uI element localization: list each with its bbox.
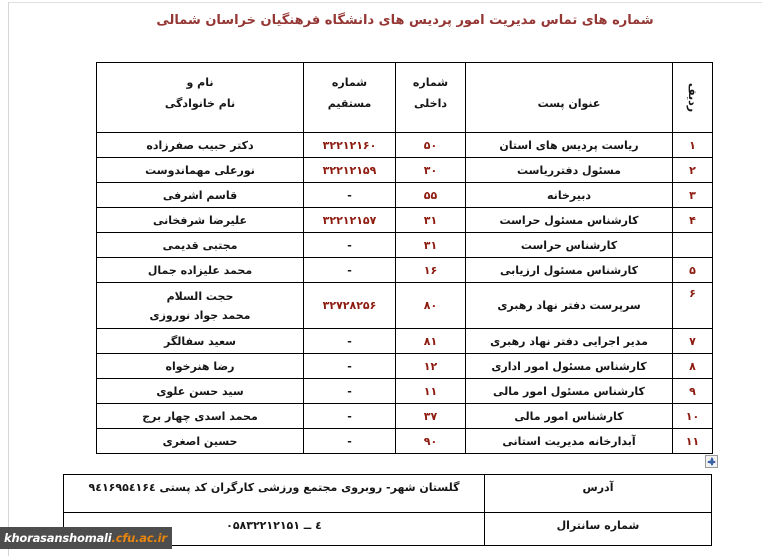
- internal-number-cell: ۳۷: [396, 404, 466, 429]
- address-label-cell: آدرس: [485, 475, 712, 513]
- name-cell: مجتبی قدیمی: [97, 233, 304, 258]
- post-title-cell: کارشناس مسئول امور اداری: [466, 354, 673, 379]
- name-cell: علیرضا شرفخانی: [97, 208, 304, 233]
- internal-number-cell: ۳۱: [396, 233, 466, 258]
- table-row: [97, 183, 713, 208]
- row-number-cell: ۸: [673, 354, 713, 379]
- direct-number-cell: -: [304, 404, 396, 429]
- row-number-cell: [673, 233, 713, 258]
- table-row: [97, 354, 713, 379]
- table-row: [97, 258, 713, 283]
- table-row: [97, 404, 713, 429]
- contacts-table: [96, 62, 713, 454]
- name-cell: نورعلی مهماندوست: [97, 158, 304, 183]
- direct-number-cell: -: [304, 429, 396, 454]
- internal-number-cell: ۱۱: [396, 379, 466, 404]
- name-cell: حجت السلام محمد جواد نوروزی: [97, 283, 304, 329]
- name-cell: قاسم اشرفی: [97, 183, 304, 208]
- internal-number-cell: ۹۰: [396, 429, 466, 454]
- direct-number-cell: -: [304, 233, 396, 258]
- header-post: عنوان پست: [466, 63, 673, 133]
- name-cell: سعید سفالگر: [97, 329, 304, 354]
- post-title-cell: کارشناس حراست: [466, 233, 673, 258]
- direct-number-cell: ۳۲۲۱۲۱۵۷: [304, 208, 396, 233]
- post-title-cell: کارشناس مسئول حراست: [466, 208, 673, 233]
- row-number-cell: ۹: [673, 379, 713, 404]
- header-radif: [673, 63, 713, 133]
- internal-number-cell: ۳۰: [396, 158, 466, 183]
- direct-number-cell: ۳۲۲۱۲۱۶۰: [304, 133, 396, 158]
- internal-number-cell: ۵۰: [396, 133, 466, 158]
- name-cell: محمد علیزاده جمال: [97, 258, 304, 283]
- name-cell: سید حسن علوی: [97, 379, 304, 404]
- site-watermark: [0, 527, 172, 549]
- table-row: [97, 158, 713, 183]
- address-value-cell: گلستان شهر- روبروی مجتمع ورزشی کارگران کد پستی ۹٤۱۶۹۵٤۱۶٤: [64, 475, 485, 513]
- internal-number-cell: ۵۵: [396, 183, 466, 208]
- name-cell: حسین اصغری: [97, 429, 304, 454]
- post-title-cell: کارشناس مسئول امور مالی: [466, 379, 673, 404]
- direct-number-cell: -: [304, 258, 396, 283]
- table-row: [97, 208, 713, 233]
- table-move-handle-icon[interactable]: [705, 455, 718, 468]
- row-number-cell: ۲: [673, 158, 713, 183]
- name-cell: محمد اسدی چهار برج: [97, 404, 304, 429]
- row-number-cell: ۱۱: [673, 429, 713, 454]
- table-row: [97, 233, 713, 258]
- header-name: نام و نام خانوادگی: [97, 63, 304, 133]
- post-title-cell: ریاست پردیس های استان: [466, 133, 673, 158]
- address-row: [64, 475, 712, 513]
- name-cell: دکتر حبیب صفرزاده: [97, 133, 304, 158]
- table-row: [97, 429, 713, 454]
- header-row: [97, 63, 713, 133]
- direct-number-cell: ۳۲۲۱۲۱۵۹: [304, 158, 396, 183]
- row-number-cell: ۷: [673, 329, 713, 354]
- row-number-cell: ۴: [673, 208, 713, 233]
- post-title-cell: دبیرخانه: [466, 183, 673, 208]
- header-internal: شماره داخلی: [396, 63, 466, 133]
- table-row: [97, 283, 713, 329]
- watermark-site-text: khorasanshomali: [4, 531, 112, 545]
- post-title-cell: مدیر اجرایی دفتر نهاد رهبری: [466, 329, 673, 354]
- central-value-cell: ٤ ــ ۰۵۸۳۲۲۱۲۱۵۱: [64, 513, 485, 546]
- header-direct: شماره مستقیم: [304, 63, 396, 133]
- row-number-cell: ۶: [673, 283, 713, 329]
- post-title-cell: کارشناس امور مالی: [466, 404, 673, 429]
- internal-number-cell: ۳۱: [396, 208, 466, 233]
- header-radif-label: ردیف: [686, 82, 699, 113]
- name-cell: رضا هنرخواه: [97, 354, 304, 379]
- watermark-domain-text: .cfu.ac.ir: [111, 531, 167, 545]
- post-title-cell: کارشناس مسئول ارزیابی: [466, 258, 673, 283]
- row-number-cell: ۱: [673, 133, 713, 158]
- internal-number-cell: ۸۰: [396, 283, 466, 329]
- table-row: [97, 379, 713, 404]
- row-number-cell: ۳: [673, 183, 713, 208]
- post-title-cell: آبدارخانه مدیریت استانی: [466, 429, 673, 454]
- table-row: [97, 133, 713, 158]
- direct-number-cell: -: [304, 379, 396, 404]
- row-number-cell: ۱۰: [673, 404, 713, 429]
- document-title: شماره های تماس مدیریت امور پردیس های دانشگاه فرهنگیان خراسان شمالی: [156, 13, 654, 28]
- post-title-cell: مسئول دفترریاست: [466, 158, 673, 183]
- internal-number-cell: ۸۱: [396, 329, 466, 354]
- direct-number-cell: ۳۲۷۲۸۲۵۶: [304, 283, 396, 329]
- page-edge-top: [8, 2, 762, 3]
- table-row: [97, 329, 713, 354]
- direct-number-cell: -: [304, 329, 396, 354]
- post-title-cell: سرپرست دفتر نهاد رهبری: [466, 283, 673, 329]
- row-number-cell: ۵: [673, 258, 713, 283]
- internal-number-cell: ۱۶: [396, 258, 466, 283]
- central-label-cell: شماره سانترال: [485, 513, 712, 546]
- direct-number-cell: -: [304, 354, 396, 379]
- direct-number-cell: -: [304, 183, 396, 208]
- page-edge-left: [8, 2, 9, 556]
- internal-number-cell: ۱۲: [396, 354, 466, 379]
